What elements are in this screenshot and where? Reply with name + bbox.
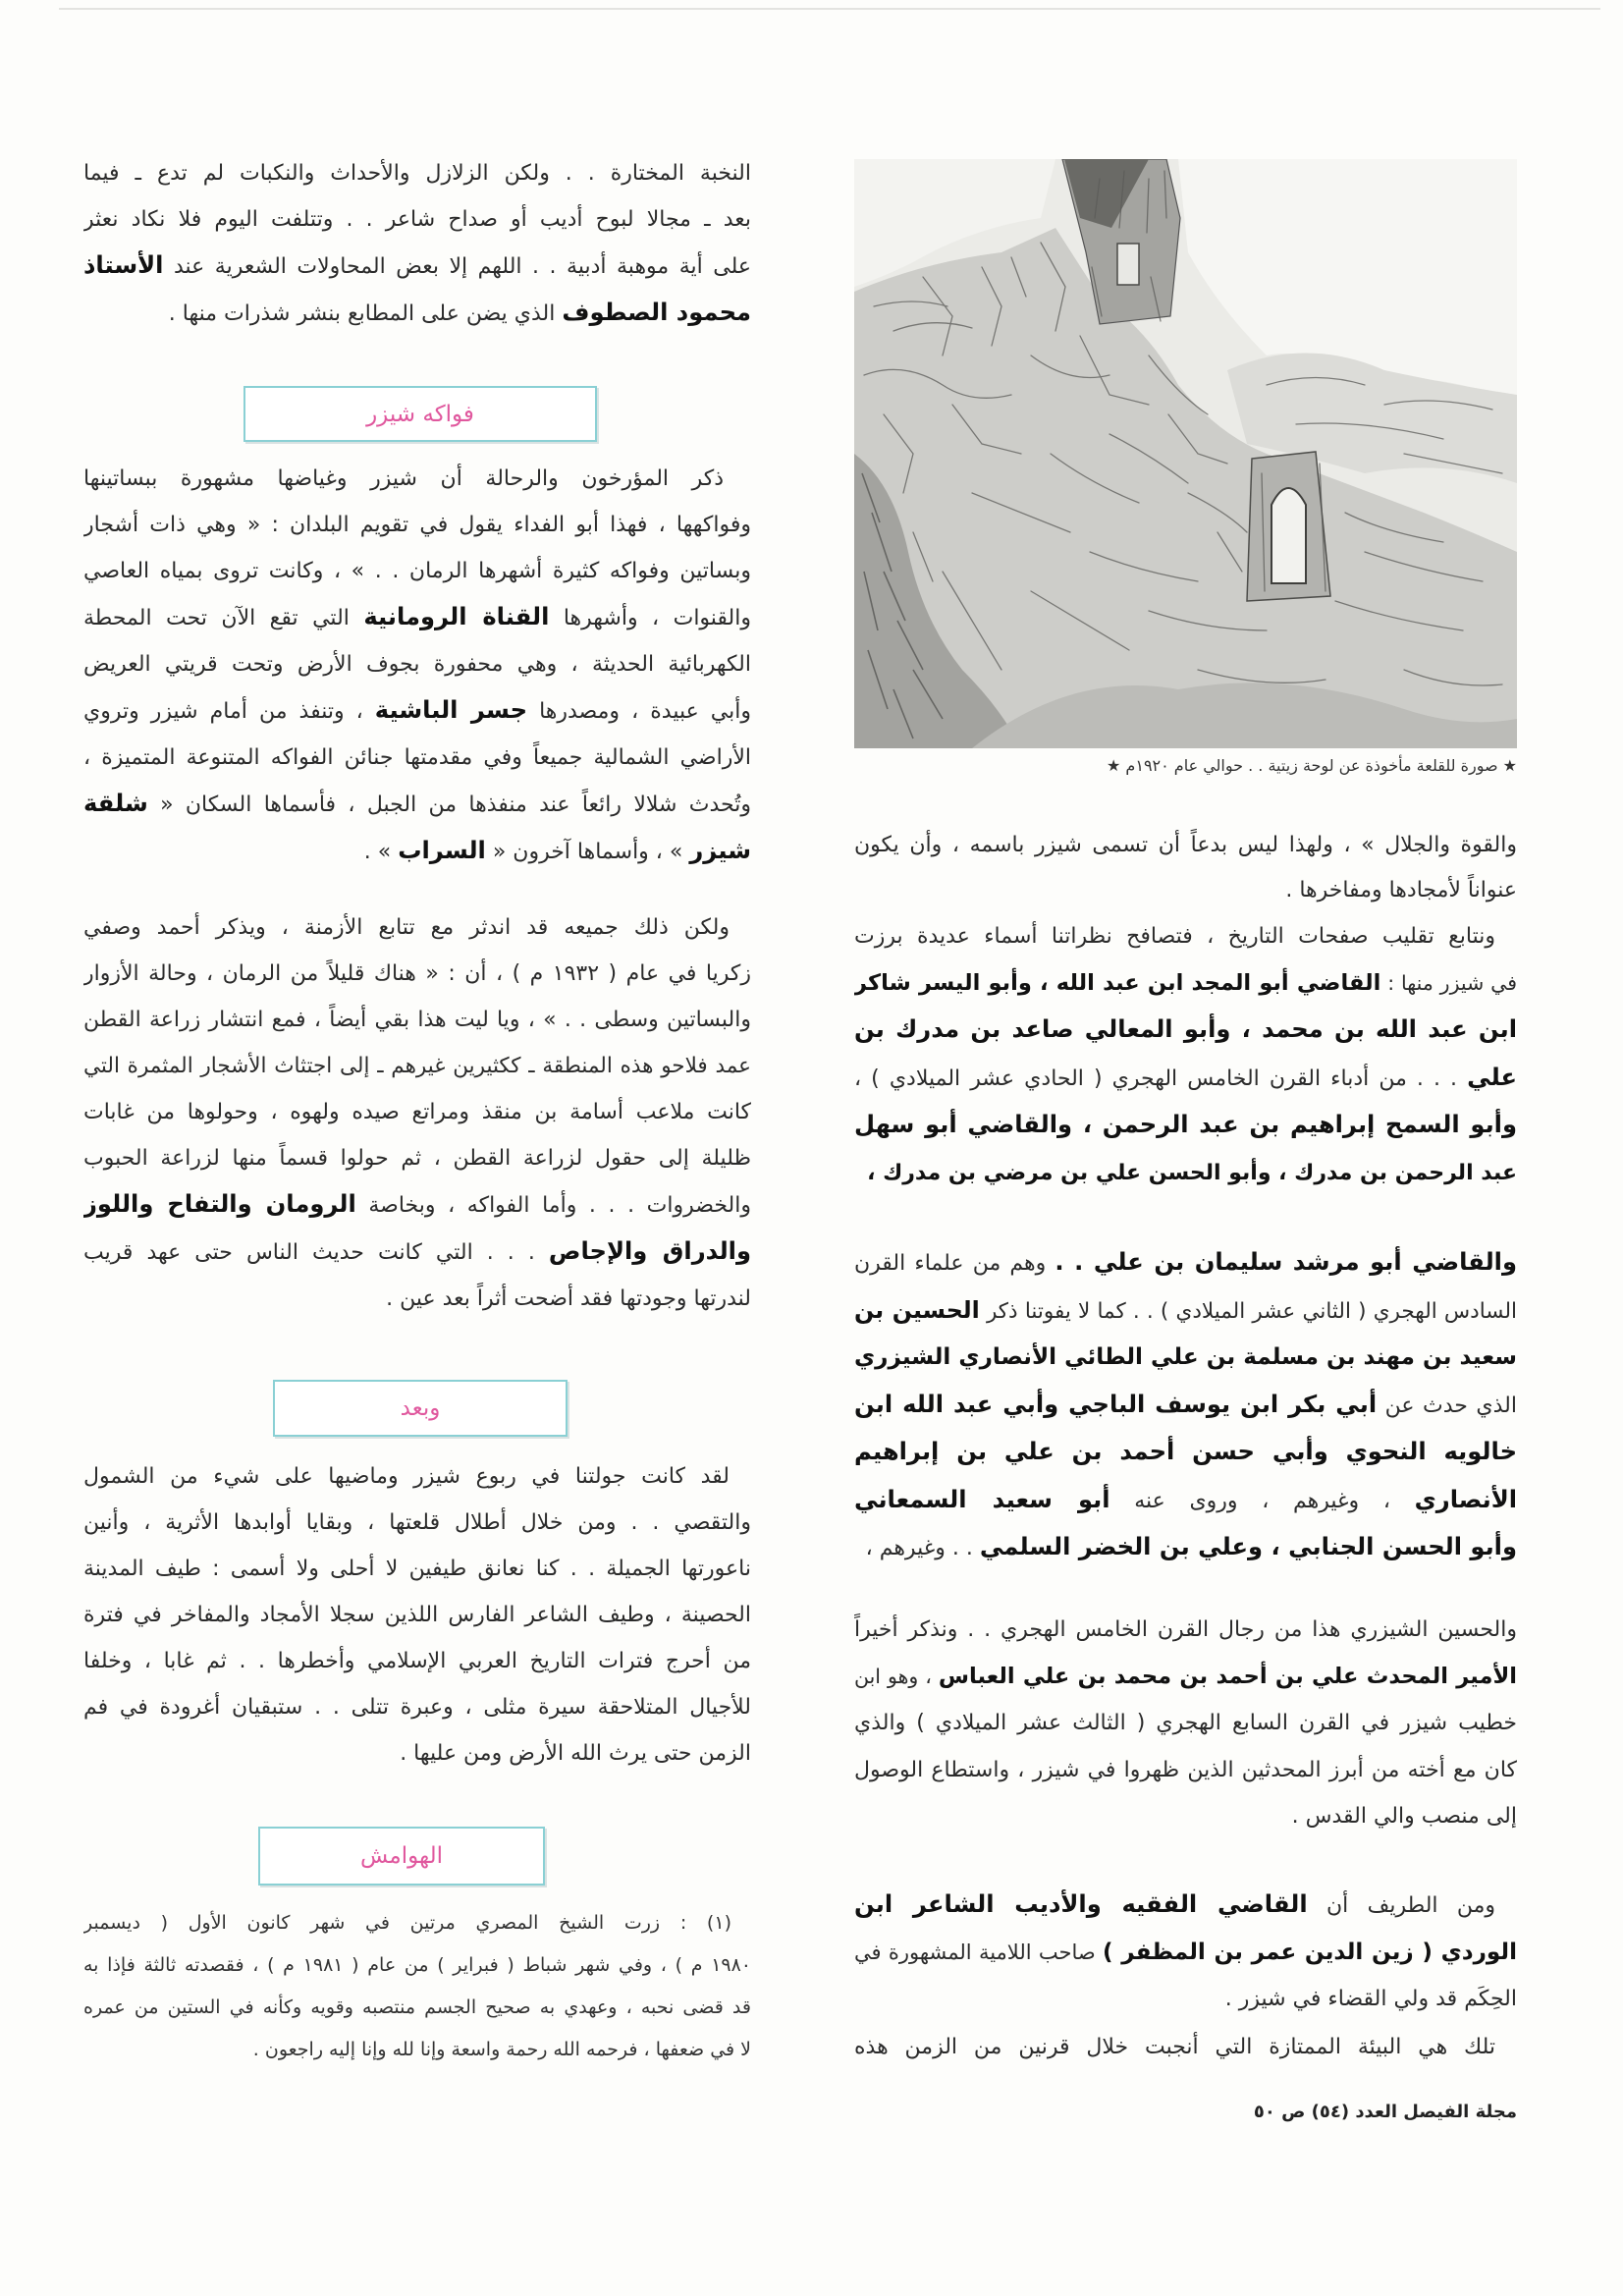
text-line — [854, 1654, 1517, 1701]
text-line — [83, 1276, 751, 1322]
section-heading-label: وبعد — [400, 1395, 441, 1421]
bold-name: عبد الرحمن بن مدرك ، وأبو الحسن علي بن مرضي بن مدرك ، — [867, 1160, 1517, 1185]
text-line — [854, 1287, 1517, 1336]
text-line — [83, 1944, 751, 1987]
text-run: إلى منصب والي القدس . — [1291, 1804, 1517, 1829]
text-line — [83, 290, 751, 337]
text-line — [83, 1229, 751, 1276]
bold-name: القناة الرومانية — [363, 603, 550, 630]
paragraph-fruits — [83, 456, 751, 875]
bold-name: شلقة — [83, 790, 148, 817]
text-line — [854, 960, 1517, 1008]
bold-name: أبي بكر ابن يوسف الباجي وأبي عبد الله ابن — [854, 1390, 1378, 1418]
bold-name: علي — [1467, 1063, 1517, 1091]
text-run: » ، وأسماها آخرون « — [485, 840, 690, 864]
text-line — [83, 1043, 751, 1089]
text-run: النخبة المختارة . . ولكن الزلازل والأحداث والنكبات لم تدع ـ فيما — [83, 161, 751, 186]
paragraph-conclusion — [83, 1453, 751, 1777]
text-run: الأراضي الشمالية جميعاً وفي مقدمتها جنائن الفواكه المتنوعة المتميزة ، — [83, 745, 751, 770]
text-run: » . — [363, 840, 399, 864]
paragraph-right-1 — [854, 823, 1517, 913]
bold-name: الرومان والتفاح واللوز — [83, 1190, 356, 1218]
text-run: الحِكَم قد ولي القضاء في شيزر . — [1224, 1987, 1517, 2011]
text-line — [854, 1793, 1517, 1840]
text-run: ناعورتها الجميلة . . كنا نعانق طيفين لا أحلى ولا أسمى : طيف المدينة — [83, 1557, 751, 1581]
footnote — [83, 1902, 751, 2071]
bold-name: شيزر — [689, 837, 751, 864]
text-run: والقنوات ، وأشهرها — [549, 606, 751, 630]
text-line — [854, 1239, 1517, 1287]
text-line — [854, 1335, 1517, 1382]
text-line — [83, 456, 751, 502]
text-line — [83, 1730, 751, 1777]
bold-name: جسر الباشية — [374, 696, 528, 724]
text-run: عمد فلاحو هذه المنطقة ـ ككثيرين غيرهم ـ إلى اجتثاث الأشجار المثمرة التي — [83, 1054, 751, 1078]
text-line — [83, 1902, 751, 1944]
text-line — [83, 781, 751, 828]
text-run: عنواناً لأمجادها ومفاخرها . — [1285, 878, 1517, 902]
text-line — [83, 1500, 751, 1546]
text-run: الحصينة ، وطيف الشاعر الفارس اللذين سجلا الأمجاد والمفاخر في فترة — [83, 1603, 751, 1627]
text-run: ، وهو ابن — [854, 1664, 939, 1688]
bold-name: الأنصاري — [1414, 1485, 1517, 1513]
text-line — [83, 2029, 751, 2071]
text-run: الكهربائية الحديثة ، وهي محفورة بجوف الأرض وتحت قريتي العريض — [83, 652, 751, 677]
text-run: على أية موهبة أدبية . . اللهم إلا بعض المحاولات الشعرية عند — [163, 254, 751, 279]
bold-name: وأبو الحسن الجنابي ، وعلي بن الخضر السلمي — [979, 1533, 1517, 1560]
text-line — [83, 1684, 751, 1730]
text-line — [854, 1524, 1517, 1572]
text-run: الزمن حتى يرث الله الأرض ومن عليها . — [400, 1741, 751, 1766]
bold-name: السراب — [398, 837, 486, 864]
text-run: لندرتها وجودتها فقد أضحت أثراً بعد عين . — [386, 1286, 751, 1311]
bold-name: الوردي ( زين الدين عمر بن المظفر ) — [1103, 1939, 1517, 1965]
text-line — [854, 1055, 1517, 1103]
text-run: ومن الطريف أن — [1307, 1893, 1495, 1918]
text-line — [83, 641, 751, 687]
text-run: ذكر المؤرخون والرحالة أن شيزر وغياضها مشهورة ببساتينها — [83, 466, 724, 491]
section-heading-conclusion — [273, 1380, 568, 1437]
paragraph-intro — [83, 150, 751, 337]
text-line — [83, 828, 751, 875]
text-line — [854, 1429, 1517, 1477]
text-line — [854, 1477, 1517, 1525]
bold-name: والقاضي أبو مرشد سليمان بن علي . . — [1055, 1248, 1517, 1276]
paragraph-right-2 — [854, 913, 1517, 1196]
text-run: تلك هي البيئة الممتازة التي أنجبت خلال قرنين من الزمن هذه — [854, 2035, 1495, 2059]
text-run: لا في ضعفها ، فرحمه الله رحمة واسعة وإنا لله وإنا إليه راجعون . — [252, 2039, 751, 2060]
text-run: ، وتنفذ من أمام شيزر وتروي — [83, 699, 375, 724]
section-heading-label: فواكه شيزر — [366, 401, 474, 427]
text-line — [854, 913, 1517, 960]
text-line — [854, 1150, 1517, 1197]
text-run: وهم من علماء القرن — [854, 1251, 1055, 1276]
text-line — [83, 1546, 751, 1592]
text-run: الذي حدث عن — [1377, 1393, 1517, 1418]
text-run: ١٩٨٠ م ) ، وفي شهر شباط ( فبراير ) من عام ( ١٩٨١ م ) ، فقصدته ثالثة فإذا به — [83, 1954, 751, 1976]
text-run: والقوة والجلال » ، ولهذا ليس بدعاً أن تسمى شيزر باسمه ، وأن يكون — [854, 833, 1517, 857]
text-line — [83, 904, 751, 951]
text-run: (١) : زرت الشيخ المصري مرتين في شهر كانون الأول ( ديسمبر — [83, 1912, 731, 1934]
text-run: . . وغيرهم ، — [865, 1536, 980, 1560]
text-line — [83, 1089, 751, 1135]
text-line — [854, 1607, 1517, 1654]
bold-name: الأمير المحدث علي بن أحمد بن محمد بن علي العباس — [938, 1663, 1517, 1689]
text-run: لقد كانت جولتنا في ربوع شيزر وماضيها على شيء من الشمول — [83, 1464, 730, 1489]
text-run: والخضروات . . . وأما الفواكه ، وبخاصة — [355, 1193, 751, 1218]
text-run: وأبي عبيدة ، ومصدرها — [527, 699, 751, 724]
castle-painting-image — [854, 159, 1517, 748]
bold-name: محمود الصطوف — [562, 299, 751, 326]
bold-name: الحسين بن — [854, 1295, 980, 1324]
text-run: في شيزر منها : — [1380, 970, 1517, 995]
paragraph-decline — [83, 904, 751, 1322]
text-run: وفواكهها ، فهذا أبو الفداء يقول في تقويم البلدان : « وهي ذات أشجار — [83, 513, 751, 537]
text-run: وتُحدث شلالا رائعاً عند منفذها من الجبل ، فأسماها السكان « — [147, 793, 751, 817]
paragraph-right-4 — [854, 1607, 1517, 1840]
text-line — [83, 1987, 751, 2029]
text-run: زكريا في عام ( ١٩٣٢ م ) ، أن : « هناك قليلاً من الرمان ، وحالة الأزوار — [83, 961, 751, 986]
photo-caption: ★ صورة للقلعة مأخوذة عن لوحة زيتية . . حوالي عام ١٩٢٠م ★ — [1107, 756, 1517, 775]
text-run: . . . التي كانت حديث الناس حتى عهد قريب — [83, 1240, 549, 1265]
text-line — [854, 1007, 1517, 1055]
castle-sketch — [854, 159, 1517, 748]
bold-name: الأستاذ — [83, 251, 164, 279]
text-run: والحسين الشيزري هذا من رجال القرن الخامس الهجري . . ونذكر أخيراً — [854, 1617, 1517, 1642]
text-run: بعد ـ مجالا لبوح أديب أو صداح شاعر . . وتتلفت اليوم فلا نكاد نعثر — [83, 207, 751, 232]
paragraph-right-3 — [854, 1239, 1517, 1572]
text-line — [83, 951, 751, 997]
text-run: السادس الهجري ( الثاني عشر الميلادي ) . . كما لا يفوتنا ذكر — [979, 1298, 1517, 1324]
text-run: ونتابع تقليب صفحات التاريخ ، فتصافح نظراتنا أسماء عديدة برزت — [854, 924, 1495, 949]
text-run: من أحرج فترات التاريخ العربي الإسلامي وأخطرها . . ثم غابا ، وخلفا — [83, 1649, 751, 1673]
text-line — [854, 1930, 1517, 1977]
bold-name: والدراق والإجاص — [548, 1237, 751, 1265]
text-line — [854, 868, 1517, 913]
text-line — [83, 1638, 751, 1684]
bold-name: القاضي الفقيه والأديب الشاعر ابن — [854, 1890, 1308, 1918]
bold-name: خالويه النحوي وأبي حسن أحمد بن علي بن إبراهيم — [854, 1438, 1517, 1465]
text-line — [83, 1592, 751, 1638]
text-line — [83, 1135, 751, 1181]
text-line — [83, 1453, 751, 1500]
bold-name: وأبو السمح إبراهيم بن عبد الرحمن ، والقاضي أبو سهل — [854, 1111, 1517, 1138]
text-line — [854, 1747, 1517, 1794]
text-run: ولكن ذلك جميعه قد اندثر مع تتابع الأزمنة ، ويذكر أحمد وصفي — [83, 915, 730, 940]
text-line — [83, 548, 751, 594]
text-run: والتقصي . . ومن خلال أطلال قلعتها ، وبقايا أوابدها الأثرية ، وأنين — [83, 1510, 751, 1535]
text-line — [83, 243, 751, 290]
section-heading-notes — [258, 1827, 545, 1886]
section-heading-fruits — [243, 386, 597, 442]
text-line — [83, 502, 751, 548]
text-line — [83, 997, 751, 1043]
text-run: ، وغيرهم ، وروى عنه — [1109, 1488, 1415, 1513]
section-heading-label: الهوامش — [360, 1843, 443, 1869]
text-line — [854, 1976, 1517, 2023]
bold-name: القاضي أبو المجد ابن عبد الله ، وأبو اليسر شاكر — [854, 969, 1381, 996]
text-line — [854, 1882, 1517, 1930]
text-run: التي تقع الآن تحت المحطة — [83, 606, 364, 630]
text-run: الذي يضن على المطابع بنشر شذرات منها . — [168, 301, 563, 326]
text-run: للأجيال المتلاحقة سيرة مثلى ، وعبرة تتلى . . ستبقيان أغرودة في فم — [83, 1695, 751, 1720]
text-run: . . . من أدباء القرن الخامس الهجري ( الحادي عشر الميلادي ) ، — [854, 1066, 1468, 1091]
text-run: ظليلة إلى حقول لزراعة القطن ، ثم حولوا قسماً منها لزراعة الحبوب — [83, 1146, 751, 1171]
bold-name: ابن عبد الله بن محمد ، وأبو المعالي صاعد بن مدرك بن — [854, 1015, 1517, 1043]
text-run: خطيب شيزر في القرن السابع الهجري ( الثالث عشر الميلادي ) والذي — [854, 1711, 1517, 1735]
text-line — [83, 687, 751, 735]
text-run: صاحب اللامية المشهورة في — [854, 1940, 1104, 1964]
paragraph-right-6 — [854, 2024, 1517, 2071]
text-line — [83, 1181, 751, 1229]
text-line — [854, 823, 1517, 868]
text-line — [83, 150, 751, 196]
text-line — [854, 1102, 1517, 1150]
text-run: كان مع أخته من أبرز المحدثين الذين ظهروا في شيزر ، واستطاع الوصول — [854, 1757, 1517, 1782]
paragraph-right-5 — [854, 1882, 1517, 2023]
scan-edge-line — [59, 8, 1600, 10]
text-line — [854, 2024, 1517, 2071]
text-line — [83, 735, 751, 781]
text-line — [854, 1700, 1517, 1747]
bold-name: سعيد بن مهند بن مسلمة بن علي الطائي الأنصاري الشيزري — [854, 1344, 1517, 1370]
bold-name: أبو سعيد السمعاني — [854, 1485, 1110, 1513]
text-run: والبساتين وسطى . . » ، ويا ليت هذا بقي أيضاً ، فمع انتشار زراعة القطن — [83, 1008, 751, 1032]
text-run: قد قضى نحبه ، وعهدي به صحيح الجسم منتصبه وقويه وكأنه في الستين من عمره — [83, 1996, 751, 2018]
text-line — [83, 594, 751, 641]
text-run: كانت ملاعب أسامة بن منقذ ومراتع صيده ولهوه ، وحولوها من غابات — [83, 1100, 751, 1124]
page-footer: مجلة الفيصل العدد (٥٤) ص ٥٠ — [1253, 2102, 1517, 2122]
text-line — [83, 196, 751, 243]
text-line — [854, 1382, 1517, 1430]
text-run: وبساتين وفواكه كثيرة أشهرها الرمان . . » ، وكانت تروى بمياه العاصي — [83, 559, 751, 583]
